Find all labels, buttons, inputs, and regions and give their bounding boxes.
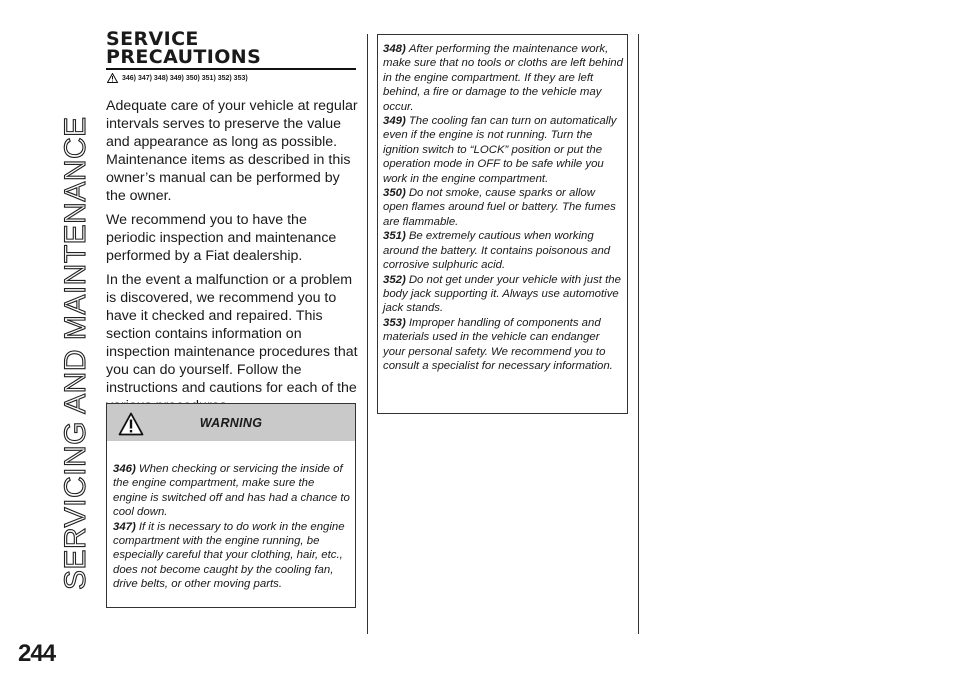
warning-note [383, 186, 623, 229]
title-line-1: SERVICE [106, 28, 199, 50]
warning-triangle-icon [107, 73, 118, 83]
note-text: Improper handling of components and materials used in the vehicle can endanger your personal safety. We recommend you to consult a specialist for necessary information. [383, 316, 613, 372]
note-number: 351) [383, 230, 406, 243]
warning-note [113, 520, 351, 592]
warning-note [383, 42, 623, 114]
note-number: 346) [113, 463, 136, 475]
side-tab-label: SERVICING AND MAINTENANCE [59, 116, 92, 590]
note-number: 353) [383, 316, 406, 329]
warning-notes [113, 462, 351, 592]
column-divider [367, 34, 368, 634]
warning-note [113, 462, 351, 520]
side-section-tab [52, 30, 92, 590]
warning-header [107, 404, 355, 441]
warning-note [383, 273, 623, 316]
note-text: The cooling fan can turn on automatically even if the engine is not running. Turn the ignition switch to “LOCK” position or put the operation mode in OFF to be safe while you work in the engine compartment. [383, 115, 617, 185]
body-paragraph: We recommend you to have the periodic inspection and maintenance performed by a Fiat dealership. [106, 212, 337, 264]
note-text: When checking or servicing the inside of the engine compartment, make sure the engine is switched off and has had a chance to cool down. [113, 463, 350, 519]
page-number: 244 [18, 640, 56, 667]
title-line-2: PRECAUTIONS [106, 46, 262, 68]
body-paragraph: Adequate care of your vehicle at regular intervals serves to preserve the value and appearance as long as possible. Maintenance items as described in this owner’s manual can be performed by the owner. [106, 98, 358, 204]
warning-note [383, 114, 623, 186]
warning-references [107, 73, 248, 83]
warning-note [383, 316, 623, 374]
note-number: 352) [383, 273, 406, 286]
note-number: 349) [383, 115, 406, 128]
note-number: 350) [383, 187, 406, 200]
note-text: If it is necessary to do work in the engine compartment with the engine running, be especially careful that your clothing, hair, etc., does not become caught by the cooling fan, drive belts, or other moving parts. [113, 520, 345, 591]
title-underline [106, 68, 356, 70]
body-text [106, 97, 358, 421]
warning-reference-numbers: 346) 347) 348) 349) 350) 351) 352) 353) [122, 74, 248, 82]
note-text: Do not smoke, cause sparks or allow open flames around fuel or battery. The fumes are flammable. [383, 187, 616, 228]
body-paragraph: In the event a malfunction or a problem is discovered, we recommend you to have it checked and repaired. This section contains information on inspection maintenance procedures that you can do yourself. Follow the instructions and cautions for each of the [106, 272, 358, 396]
note-number: 347) [113, 520, 136, 533]
warning-notes [383, 42, 623, 373]
warning-title: WARNING [199, 416, 263, 430]
warning-box [106, 403, 356, 608]
note-text: Do not get under your vehicle with just the body jack supporting it. Always use automotive jack stands. [383, 273, 621, 315]
page-title [106, 30, 358, 66]
note-text: After performing the maintenance work, make sure that no tools or cloths are left behind in the engine compartment. If they are left behind, a fire or damage to the vehicle may occur. [383, 43, 623, 113]
column-divider [638, 34, 639, 634]
warning-note [383, 229, 623, 272]
note-number: 348) [383, 43, 406, 55]
warning-continuation-box [377, 34, 628, 414]
note-text: Be extremely cautious when working around the battery. It contains poisonous and corrosive sulphuric acid. [383, 230, 611, 272]
